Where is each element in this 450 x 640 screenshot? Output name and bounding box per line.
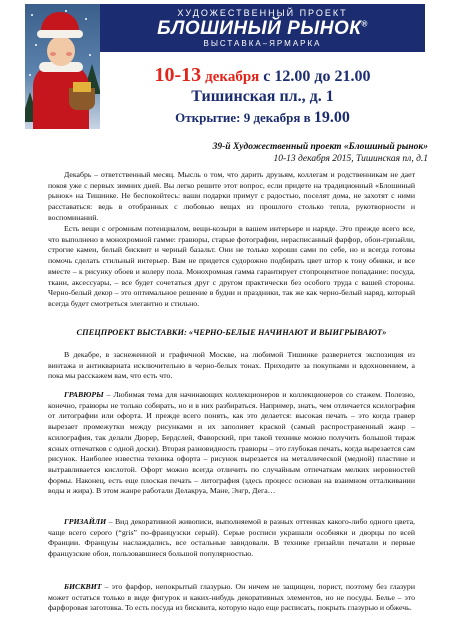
grisaille-term: ГРИЗАЙЛИ (64, 517, 107, 526)
banner-title-ribbon (100, 4, 425, 52)
banner-opening: Открытие: 9 декабря в 19.00 (175, 109, 350, 126)
monochrome-paragraph: Есть вещи с огромным потенциалом, вещи-козыри в вашем интерьере и наряде. Это прежде всего все, что выполнено в монохромной гамме: гравюры, старые фотографии, нерасписанный фарфор, обои-гризайли, строгие камеи, белый бисквит и черный базальт. Они не только хороши сами по себе, но и всегда готовы помочь сделать стильный интерьер. Вам не придется судорожно подбирать цвет штор к тону обивки, и все вместе – к рисунку обоев и колеру пола. Монохромная гамма гарантирует стопроцентное попадание: посуда, ткани, аксессуары, – все будет сочетаться друг с другом практически без особого труда с вашей стороны. Черно-белый декор – это оптимальное решение в будни и праздники, так же как черно-белый наряд, который всегда будет смотреться элегантно и стильно. (48, 224, 415, 308)
project-header-title: 39-й Художественный проект «Блошиный рынок» (212, 142, 428, 152)
engravings-paragraph: ГРАВЮРЫ – Любимая тема для начинающих коллекционеров и коллекционеров со стажем. Полезно, конечно, гравюры не только собирать, но и в них разбираться. Например, знать, чем отличается ксилография от литографии или офорта. И прежде всего понять, как это делается: высокая печать – это когда гравер вырезает промежутки между рисунками и их заполняет краской (самый распространенный жанр – ксилография, так делали Дюрер, Бердслей, Фаворский, при такой технике можно получить большой тираж ясных отпечатков с одной доски). Вторая разновидность гравюры – это глубокая печать, когда вырезается сам рисунок. Наиболее известна техника офорта – рисунок вырезается на металлической (медной) пластине и вытравливается кислотой. Офорт можно всегда отличить по случайным отпечаткам мелких неровностей формы. Наконец, есть еще плоская печать – литография (здесь процесс основан на взаимном отталкивании воды и жира). В этом жанре работали Делакруа, Мане, Энгр, Дега… (48, 390, 415, 496)
biscuit-paragraph: БИСКВИТ – это фарфор, непокрытый глазурью. Он ничем не защищен, порист, поэтому без глазури может остаться только в виде фигурок и каких-нибудь декоративных элементов, но не посуды. Белье – это фарфоровая заготовка. То есть посуда из бисквита, которую надо еще расписать, покрыть глазурью и обжечь. (48, 582, 415, 613)
engravings-term: ГРАВЮРЫ (64, 390, 104, 399)
banner-dates: 10-13 декабря с 12.00 до 21.00 (154, 64, 371, 86)
project-header-dates: 10-13 декабря 2015, Тишинская пл, д.1 (273, 154, 428, 164)
grisaille-paragraph: ГРИЗАЙЛИ – Вид декоративной живописи, выполняемой в разных оттенках какого-либо одного цвета, чаще всего серого (“gris” по-французски серый). Серые росписи украшали особняки и дворцы по всей Франции. Французы наслаждались, все остальные завидовали. В технике гризайли печатали и первые французские обои, пользовавшиеся большой популярностью. (48, 517, 415, 559)
special-project-heading: СПЕЦПРОЕКТ ВЫСТАВКИ: «ЧЕРНО-БЕЛЫЕ НАЧИНАЮТ И ВЫИГРЫВАЮТ» (76, 328, 387, 337)
intro-paragraph: Декабрь – ответственный месяц. Мысль о том, что дарить друзьям, коллегам и родственникам не дает покоя уже с первых зимних дней. Вы легко решите этот вопрос, если придете на традиционный «Блошиный рынок» на Тишинке. Не беспокойтесь: ваши подарки примут с радостью, поселят дома, не захотят с ними расставаться: ведь в отобранных с любовью вещах из прошлого столько тепла, рукотворности и воспоминаний. (48, 170, 415, 222)
exhibition-banner (25, 4, 425, 129)
banner-title: БЛОШИНЫЙ РЫНОК® (157, 18, 368, 39)
banner-project-label: ХУДОЖЕСТВЕННЫЙ ПРОЕКТ (177, 8, 348, 18)
poster-illustration (25, 4, 100, 129)
biscuit-term: БИСКВИТ (64, 582, 102, 591)
december-paragraph: В декабре, в заснеженной и графичной Москве, на любимой Тишинке развернется экспозиция из винтажа и антиквариата исключительно в черно-белых тонах. Приходите за покупками и вдохновением, а пока мы расскажем вам, что есть что. (48, 350, 415, 381)
banner-place: Тишинская пл., д. 1 (191, 88, 334, 105)
banner-subtitle: ВЫСТАВКА–ЯРМАРКА (203, 39, 322, 48)
